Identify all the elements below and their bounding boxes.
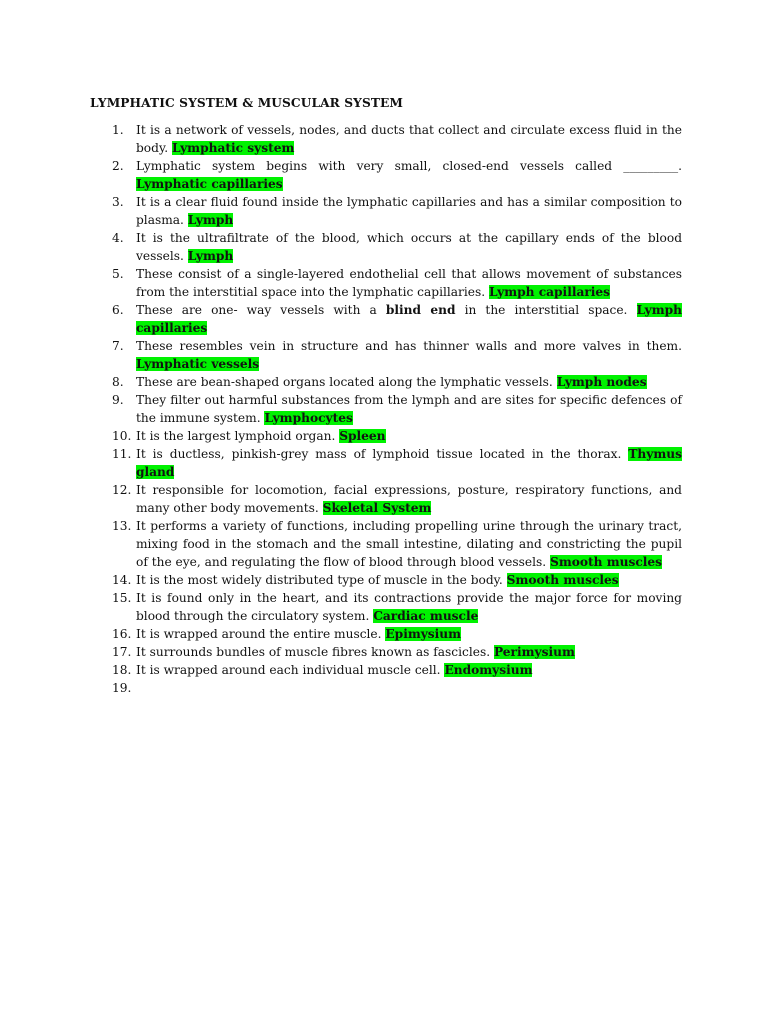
document-page	[90, 94, 682, 695]
question-text: It is the ultrafiltrate of the blood, which occurs at the capillary ends of the blood vessels.	[136, 231, 682, 263]
question-text: It is a clear fluid found inside the lymphatic capillaries and has a similar composition to plasma.	[136, 195, 682, 227]
list-item	[90, 337, 682, 373]
question-list	[90, 121, 682, 695]
list-item	[90, 157, 682, 193]
list-item	[90, 571, 682, 589]
document-title: LYMPHATIC SYSTEM & MUSCULAR SYSTEM	[90, 96, 404, 110]
list-item	[90, 427, 682, 445]
item-number: 13.	[112, 519, 132, 533]
question-text: These consist of a single-layered endothelial cell that allows movement of substances from the interstitial space into the lymphatic capillaries.	[136, 267, 682, 299]
list-item	[90, 193, 682, 229]
list-item	[90, 391, 682, 427]
question-text: These are one- way vessels with a	[136, 303, 377, 317]
list-item	[90, 265, 682, 301]
question-text: It is the largest lymphoid organ.	[136, 429, 336, 443]
question-text: It is the most widely distributed type of muscle in the body.	[136, 573, 503, 587]
bold-term: blind end	[385, 303, 456, 317]
answer-highlight: Lymph	[187, 249, 234, 263]
item-number: 1.	[112, 123, 124, 137]
answer-highlight: Lymphatic system	[171, 141, 295, 155]
question-text: It is ductless, pinkish-grey mass of lymphoid tissue located in the thorax.	[136, 447, 622, 461]
item-number: 12.	[112, 483, 132, 497]
list-item	[90, 661, 682, 679]
item-number: 8.	[112, 375, 124, 389]
answer-highlight: Lymph nodes	[556, 375, 647, 389]
question-text: It performs a variety of functions, including propelling urine through the urinary tract, mixing food in the stomach and the small intestine, dilating and constricting the pupil of the eye, and regulating the flow of blood through blood vessels.	[136, 519, 682, 569]
list-item	[90, 373, 682, 391]
list-item	[90, 481, 682, 517]
answer-highlight: Lymph capillaries	[136, 303, 682, 335]
question-text: It is found only in the heart, and its contractions provide the major force for moving blood through the circulatory system.	[136, 591, 682, 623]
question-text: Lymphatic system begins with very small, closed-end vessels called _________.	[136, 159, 682, 173]
item-number: 10.	[112, 429, 132, 443]
answer-highlight: Skeletal System	[322, 501, 432, 515]
question-text: It is wrapped around each individual muscle cell.	[136, 663, 441, 677]
answer-highlight: Lymph capillaries	[488, 285, 611, 299]
question-text: It responsible for locomotion, facial expressions, posture, respiratory functions, and many other body movements.	[136, 483, 682, 515]
answer-highlight: Lymphatic vessels	[136, 357, 260, 371]
answer-highlight: Epimysium	[385, 627, 462, 641]
list-item	[90, 445, 682, 481]
item-number: 5.	[112, 267, 124, 281]
item-number: 7.	[112, 339, 124, 353]
list-item	[90, 517, 682, 571]
answer-highlight: Smooth muscles	[506, 573, 619, 587]
item-number: 17.	[112, 645, 132, 659]
answer-highlight: Perimysium	[493, 645, 575, 659]
answer-highlight: Spleen	[339, 429, 386, 443]
item-number: 11.	[112, 447, 132, 461]
item-number: 14.	[112, 573, 132, 587]
item-number: 4.	[112, 231, 124, 245]
answer-highlight: Smooth muscles	[550, 555, 662, 569]
question-text: in the interstitial space.	[464, 303, 628, 317]
answer-highlight: Endomysium	[444, 663, 533, 677]
list-item	[90, 301, 682, 337]
item-number: 19.	[112, 681, 132, 695]
item-number: 9.	[112, 393, 124, 407]
list-item	[90, 121, 682, 157]
item-number: 18.	[112, 663, 132, 677]
item-number: 2.	[112, 159, 124, 173]
question-text: It is a network of vessels, nodes, and ducts that collect and circulate excess fluid in the body.	[136, 123, 682, 155]
list-item	[90, 589, 682, 625]
list-item	[90, 229, 682, 265]
item-number: 15.	[112, 591, 132, 605]
question-text: These resembles vein in structure and has thinner walls and more valves in them.	[136, 339, 682, 353]
question-text: It surrounds bundles of muscle fibres known as fascicles.	[136, 645, 491, 659]
question-text: They filter out harmful substances from the lymph and are sites for specific defences of the immune system.	[136, 393, 682, 425]
item-number: 3.	[112, 195, 124, 209]
answer-highlight: Lymphocytes	[264, 411, 353, 425]
question-text: These are bean-shaped organs located along the lymphatic vessels.	[136, 375, 553, 389]
answer-highlight: Lymph	[187, 213, 234, 227]
answer-highlight: Thymus gland	[136, 447, 682, 479]
answer-highlight: Cardiac muscle	[373, 609, 479, 623]
item-number: 16.	[112, 627, 132, 641]
list-item	[90, 625, 682, 643]
question-text: It is wrapped around the entire muscle.	[136, 627, 382, 641]
item-number: 6.	[112, 303, 124, 317]
list-item	[90, 643, 682, 661]
answer-highlight: Lymphatic capillaries	[136, 177, 283, 191]
